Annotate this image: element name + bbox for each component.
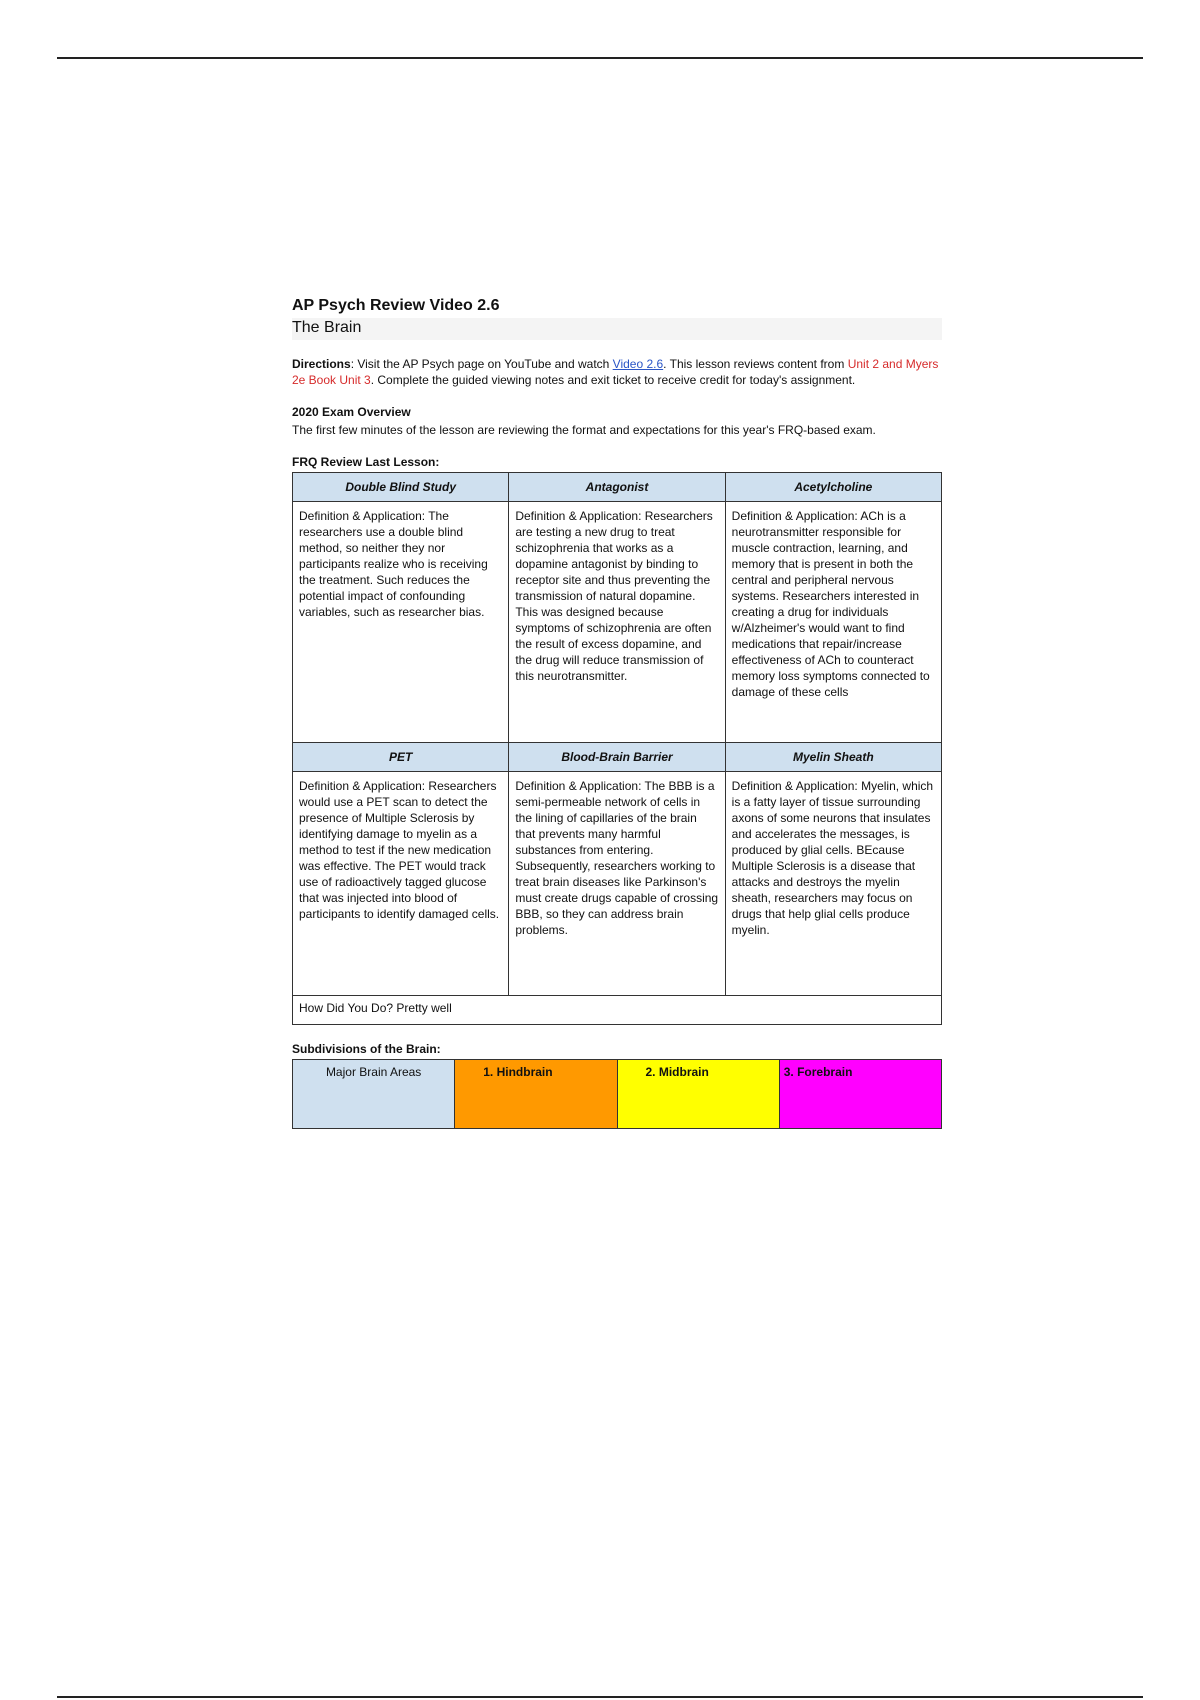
frq-header-pet: PET [293, 743, 509, 772]
table-row [293, 743, 942, 772]
frq-header-double-blind: Double Blind Study [293, 473, 509, 502]
subdiv-cell-hindbrain: 1. Hindbrain [455, 1060, 617, 1129]
document-subtitle: The Brain [292, 318, 942, 340]
subdiv-cell-major-areas: Major Brain Areas [293, 1060, 455, 1129]
frq-cell-pet: Definition & Application: Researchers would use a PET scan to detect the presence of Multiple Sclerosis by identifying damage to myelin as a method to test if the new medication was effective. The PET would track use of radioactively tagged glucose that was injected into blood of participants to identify damaged cells. [293, 772, 509, 996]
frq-header-antagonist: Antagonist [509, 473, 725, 502]
exam-overview-heading: 2020 Exam Overview [292, 405, 411, 419]
frq-cell-myelin: Definition & Application: Myelin, which is a fatty layer of tissue surrounding axons of some neurons that insulates and accelerates the messages, is produced by glial cells. BEcause Multiple Sclerosis is a disease that attacks and destroys the myelin sheath, researchers may focus on drugs that help glial cells produce myelin. [725, 772, 941, 996]
subdivisions-heading: Subdivisions of the Brain: [292, 1042, 441, 1056]
bottom-rule [57, 1696, 1143, 1698]
top-rule [57, 57, 1143, 59]
frq-self-assessment: How Did You Do? Pretty well [293, 996, 942, 1025]
frq-review-heading: FRQ Review Last Lesson: [292, 455, 440, 469]
document-page [292, 296, 942, 1129]
subdiv-cell-forebrain: 3. Forebrain [779, 1060, 941, 1129]
table-row [293, 473, 942, 502]
directions-text-2: . This lesson reviews content from [663, 357, 848, 371]
unit-reference: Unit 2 and Myers 2e Book Unit 3 [292, 357, 939, 387]
subdiv-cell-midbrain: 2. Midbrain [617, 1060, 779, 1129]
directions-text-3: . Complete the guided viewing notes and exit ticket to receive credit for today's assignment. [370, 373, 856, 387]
video-link[interactable]: Video 2.6 [612, 357, 664, 371]
frq-review-table [292, 472, 942, 1025]
frq-header-myelin: Myelin Sheath [725, 743, 941, 772]
frq-cell-bbb: Definition & Application: The BBB is a semi-permeable network of cells in the lining of capillaries of the brain that prevents many harmful substances from entering. Subsequently, researchers working to treat brain diseases like Parkinson's must create drugs capable of crossing BBB, so they can address brain problems. [509, 772, 725, 996]
frq-header-acetylcholine: Acetylcholine [725, 473, 941, 502]
frq-cell-acetylcholine: Definition & Application: ACh is a neurotransmitter responsible for muscle contraction, learning, and memory that is present in both the central and peripheral nervous systems. Researchers interested in creating a drug for individuals w/Alzheimer's would want to find medications that repair/increase effectiveness of ACh to counteract memory loss symptoms connected to damage of these cells [725, 502, 941, 743]
table-row [293, 502, 942, 743]
subdivisions-table [292, 1059, 942, 1129]
document-title: AP Psych Review Video 2.6 [292, 297, 500, 314]
table-row [293, 1060, 942, 1129]
directions-paragraph [292, 356, 942, 388]
frq-header-bbb: Blood-Brain Barrier [509, 743, 725, 772]
exam-overview-text: The first few minutes of the lesson are reviewing the format and expectations for this year's FRQ-based exam. [292, 423, 876, 437]
table-row [293, 772, 942, 996]
table-row [293, 996, 942, 1025]
directions-label: Directions [292, 357, 351, 371]
frq-cell-double-blind: Definition & Application: The researchers use a double blind method, so neither they nor participants realize who is receiving the treatment. Such reduces the potential impact of confounding variables, such as researcher bias. [293, 502, 509, 743]
frq-cell-antagonist: Definition & Application: Researchers are testing a new drug to treat schizophrenia that works as a dopamine antagonist by binding to receptor site and thus preventing the transmission of natural dopamine. This was designed because symptoms of schizophrenia are often the result of excess dopamine, and the drug will reduce transmission of this neurotransmitter. [509, 502, 725, 743]
directions-text-1: : Visit the AP Psych page on YouTube and watch [350, 357, 613, 371]
